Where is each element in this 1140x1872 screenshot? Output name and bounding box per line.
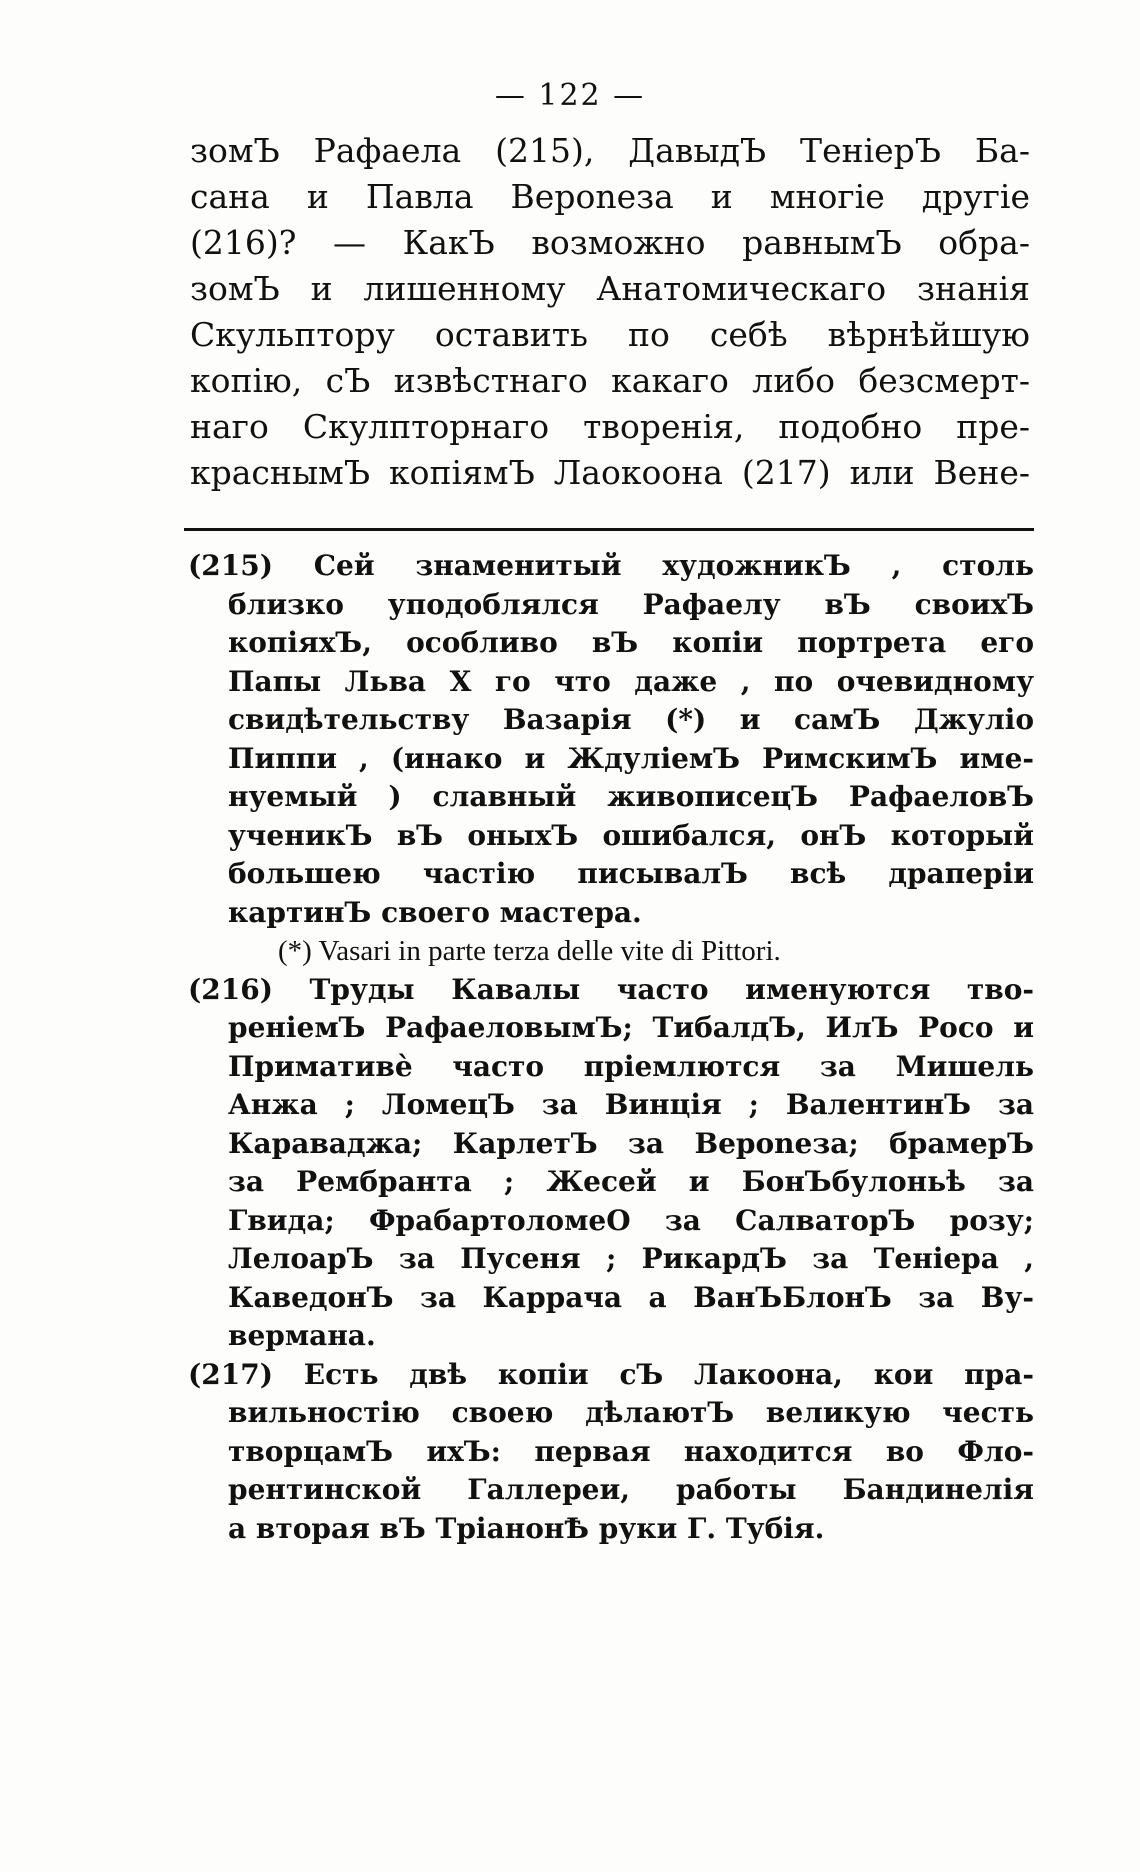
footnote-line: ренiемЪ РафаеловымЪ; ТибалдЪ, ИлЪ Росо и (228, 1011, 1034, 1044)
footnote-line: большею частiю писывалЪ всѣ драперiи (228, 857, 1034, 890)
page-number: — 122 — (494, 78, 646, 113)
footnote-line: нуемый ) славный живописецЪ РафаеловЪ (228, 780, 1034, 813)
footnote-line: Анжа ; ЛомецЪ за Винцiя ; ВалентинЪ за (228, 1088, 1034, 1121)
main-text-line: (216)? — КакЪ возможно равнымЪ обра- (190, 223, 1030, 262)
footnote-line: свидѣтельству Вазарiя (*) и самЪ Джулiо (228, 703, 1034, 736)
footnote-line: ЛелоарЪ за Пусеня ; РикардЪ за Тенiера , (228, 1242, 1034, 1275)
footnote-line: творцамЪ ихЪ: первая находится во Фло- (228, 1434, 1034, 1468)
footnote-line: (217) Есть двѣ копiи сЪ Лакоона, кои пра- (188, 1357, 1034, 1391)
footnote-line: вильностiю своею дѣлаютЪ великую честь (228, 1396, 1034, 1429)
footnote-line: за Рембранта ; Жесей и БонЪбулоньѣ за (228, 1165, 1034, 1198)
footnote-line: Гвида; ФрабартоломеО за СалваторЪ розу; (228, 1203, 1034, 1237)
main-text-line: зомЪ Рафаела (215), ДавыдЪ ТенiерЪ Ба- (190, 131, 1030, 170)
footnote-line: картинЪ своего мастера. (228, 895, 642, 929)
main-text-line: копiю, сЪ извѣстнаго какаго либо безсмерт- (190, 361, 1030, 400)
footnotes-block (188, 547, 1034, 1548)
sub-footnote-line: (*) Vasari in parte terza delle vite di Pittori. (278, 935, 781, 967)
footnote-line: (216) Труды Кавалы часто именуются тво- (188, 972, 1034, 1006)
main-text-block (190, 128, 1030, 496)
footnote-line: Караваджа; КарлетЪ за Вероneза; брамерЪ (228, 1126, 1034, 1160)
main-text-line: Скульптору оставить по себѣ вѣрнѣйшую (190, 315, 1030, 354)
footnote-line: Папы Льва X го что даже , по очевидному (228, 664, 1034, 698)
main-text-line: зомЪ и лишенному Анатомическаго знанiя (190, 269, 1030, 308)
footnote-line: КаведонЪ за Каррача а ВанЪБлонЪ за Ву- (228, 1280, 1034, 1314)
main-text-line: наго Скулпторнаго творенiя, подобно пре- (190, 407, 1030, 446)
footnote-separator-rule (184, 528, 1034, 531)
footnote-line: ученикЪ вЪ оныхЪ ошибался, онЪ который (228, 818, 1034, 852)
footnote-line: копiяхЪ, особливо вЪ копiи портрета его (228, 626, 1034, 659)
main-text-line: сана и Павла Вероneза и многiе другiе (190, 177, 1030, 216)
main-text-line: краснымЪ копiямЪ Лаокоона (217) или Вене- (190, 453, 1030, 492)
footnote-line: Примативè часто прiемлются за Мишель (228, 1049, 1034, 1083)
footnote-line: (215) Сей знаменитый художникЪ , столь (188, 549, 1034, 582)
footnote-line: вермана. (228, 1319, 376, 1352)
footnote-line: близко уподоблялся Рафаелу вЪ своихЪ (228, 587, 1034, 621)
footnote-line: а вторая вЪ ТрiанонѢ руки Г. Тубiя. (228, 1511, 825, 1545)
footnote-line: Пиппи , (инако и ЖдулiемЪ РимскимЪ име- (228, 741, 1034, 775)
footnote-line: рентинской Галлереи, работы Бандинелiя (228, 1473, 1034, 1506)
